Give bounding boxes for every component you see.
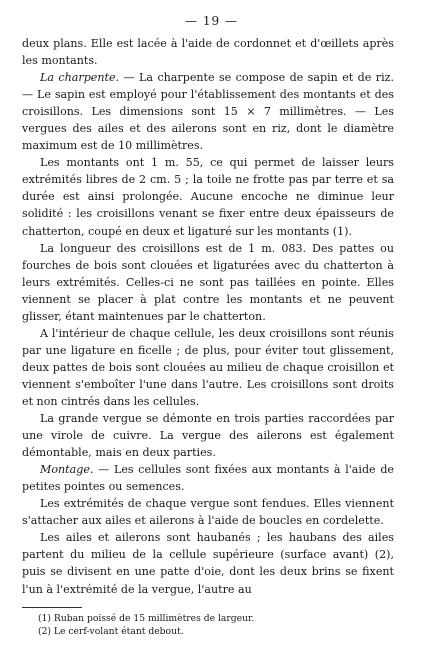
footnotes [38, 612, 398, 638]
paragraph-8 [22, 529, 394, 597]
paragraph-7 [22, 495, 394, 529]
paragraph-text: — La charpente se compose de sapin et de riz. — Le sapin est employé pour l'établissement des montants et des croisillons. Les dimensions sont 15 × 7 millimètres. — Les vergues des ailes et des ailerons sont en riz, dont le diamètre maximum est de 10 millimètres. [22, 71, 394, 153]
paragraph-text: Les ailes et ailerons sont haubanés ; les haubans des ailes partent du milieu de la cellule supérieure (surface avant) (2), puis se divisent en une patte d'oie, dont les deux brins se fixent l'un à l'extrémité de la vergue, l'autre au [22, 531, 394, 596]
footnote-2: (2) Le cerf-volant étant debout. [38, 626, 184, 637]
paragraph-4 [22, 325, 394, 410]
page-number: — 19 — [185, 14, 238, 28]
paragraph-text: Les montants ont 1 m. 55, ce qui permet de laisser leurs extrémités libres de 2 cm. 5 ; la toile ne frotte pas par terre et sa durée est ainsi prolongée. Aucune encoche ne diminue leur solidité : les croisillons venant se fixer entre deux épaisseurs de chatterton, coupé en deux et ligaturé sur les montants (1). [22, 156, 394, 238]
paragraph-text: Les extrémités de chaque vergue sont fendues. Elles viennent s'attacher aux ailes et ailerons à l'aide de boucles en cordelette. [22, 497, 394, 528]
paragraph-text: La longueur des croisillons est de 1 m. 083. Des pattes ou fourches de bois sont clouées et ligaturées avec du chatterton à leurs extrémités. Celles-ci ne sont pas taillées en pointe. Elles viennent se placer à plat contre les montants et ne peuvent glisser, étant maintenues par le chatterton. [22, 241, 394, 323]
footnote-divider [22, 607, 82, 608]
paragraph-2 [22, 154, 394, 239]
body-text [22, 35, 394, 598]
section-heading-montage: Montage. [40, 463, 94, 477]
paragraph-3 [22, 240, 394, 325]
footnote-1: (1) Ruban poissé de 15 millimètres de largeur. [38, 613, 255, 624]
paragraph-charpente [22, 69, 394, 154]
paragraph-text: La grande vergue se démonte en trois parties raccordées par une virole de cuivre. La vergue des ailerons est également démontable, mais en deux parties. [22, 412, 394, 460]
paragraph-text: A l'intérieur de chaque cellule, les deux croisillons sont réunis par une ligature en ficelle ; de plus, pour éviter tout glissement, deux pattes de bois sont clouées au milieu de chaque croisillon et viennent s'emboîter l'une dans l'autre. Les croisillons sont droits et non cintrés dans les cellules. [22, 326, 394, 408]
paragraph-montage [22, 461, 394, 495]
paragraph-5 [22, 410, 394, 461]
paragraph-text: — Les cellules sont fixées aux montants à l'aide de petites pointes ou semences. [22, 463, 394, 494]
section-heading-charpente: La charpente. [40, 71, 120, 85]
paragraph-text: deux plans. Elle est lacée à l'aide de cordonnet et d'œillets après les montants. [22, 37, 394, 68]
paragraph-0 [22, 35, 394, 69]
